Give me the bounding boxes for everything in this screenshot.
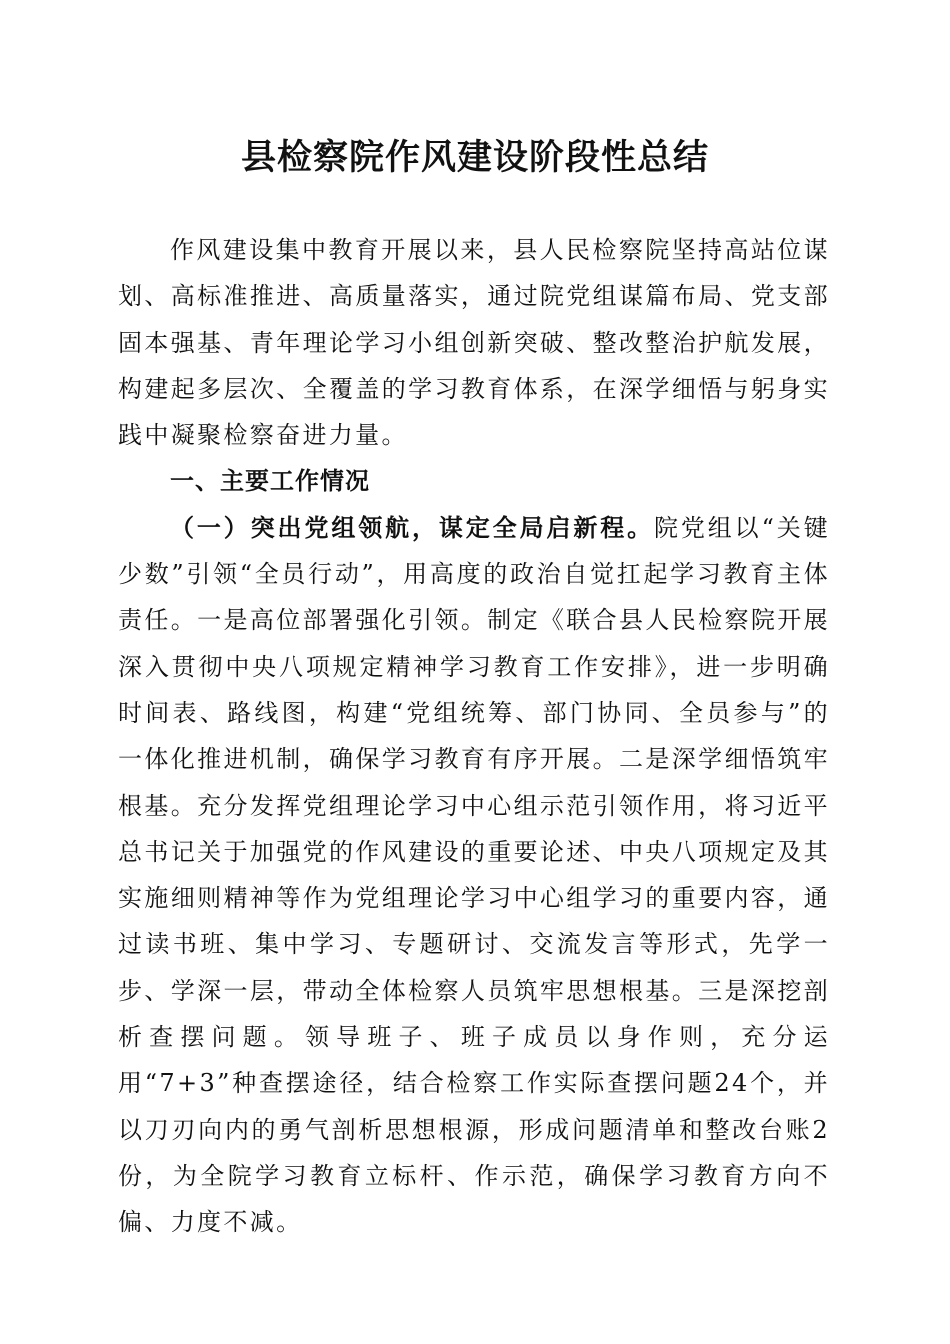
intro-paragraph: 作风建设集中教育开展以来，县人民检察院坚持高站位谋划、高标准推进、高质量落实，通过院党组谋篇布局、党支部固本强基、青年理论学习小组创新突破、整改整治护航发展，构建起多层次、全覆盖的学习教育体系，在深学细悟与躬身实践中凝聚检察奋进力量。 — [118, 236, 830, 450]
section-heading: 一、主要工作情况 — [170, 467, 370, 496]
subsection-paragraph — [118, 505, 830, 1246]
document-title: 县检察院作风建设阶段性总结 — [240, 137, 709, 178]
subsection-body: 院党组以“关键少数”引领“全员行动”，用高度的政治自觉扛起学习教育主体责任。一是高位部署强化引领。制定《联合县人民检察院开展深入贯彻中央八项规定精神学习教育工作安排》，进一步明确时间表、路线图，构建“党组统筹、部门协同、全员参与”的一体化推进机制，确保学习教育有序开展。二是深学细悟筑牢根基。充分发挥党组理论学习中心组示范引领作用，将习近平总书记关于加强党的作风建设的重要论述、中央八项规定及其实施细则精神等作为党组理论学习中心组学习的重要内容，通过读书班、集中学习、专题研讨、交流发言等形式，先学一步、学深一层，带动全体检察人员筑牢思想根基。三是深挖剖析查摆问题。领导班子、班子成员以身作则，充分运用“7+3”种查摆途径，结合检察工作实际查摆问题24个，并以刀刃向内的勇气剖析思想根源，形成问题清单和整改台账2份，为全院学习教育立标杆、作示范，确保学习教育方向不偏、力度不减。 — [118, 513, 830, 1237]
document-body — [118, 227, 830, 1246]
subsection-lead: （一）突出党组领航，谋定全局启新程。 — [170, 512, 655, 542]
